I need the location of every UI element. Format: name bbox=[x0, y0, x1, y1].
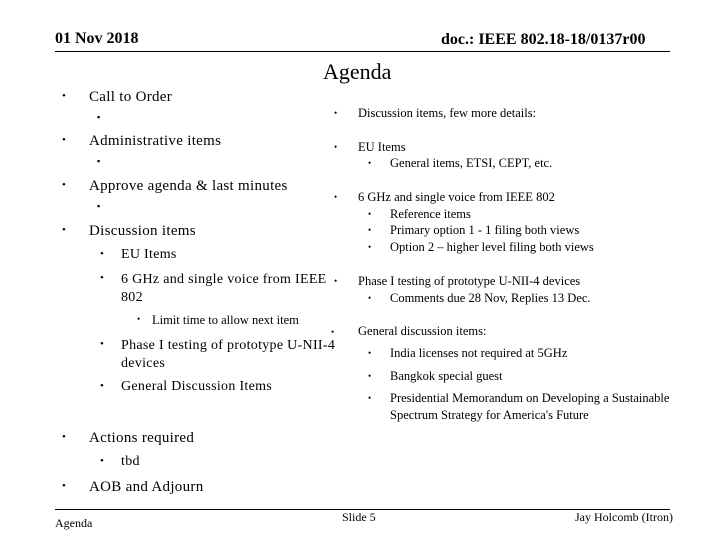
bullet-icon: • bbox=[334, 142, 338, 152]
right-general-india: India licenses not required at 5GHz bbox=[390, 346, 568, 360]
bullet-icon: • bbox=[331, 327, 335, 337]
bullet-icon: • bbox=[368, 371, 372, 381]
agenda-discussion: Discussion items bbox=[89, 223, 196, 239]
bullet-icon: • bbox=[368, 393, 372, 403]
bullet-icon: • bbox=[334, 192, 338, 202]
bullet-icon: • bbox=[100, 455, 104, 467]
bullet-icon: • bbox=[100, 248, 104, 260]
right-eu-items: EU Items bbox=[358, 140, 406, 154]
right-general: General discussion items: bbox=[358, 324, 487, 338]
bullet-icon: • bbox=[334, 108, 338, 118]
footer-slide-number: Slide 5 bbox=[342, 510, 376, 524]
bullet-icon: • bbox=[62, 179, 66, 191]
agenda-call-to-order: Call to Order bbox=[89, 89, 173, 105]
footer-author: Jay Holcomb (Itron) bbox=[575, 510, 673, 524]
bullet-icon: • bbox=[100, 272, 104, 284]
bullet-icon: • bbox=[62, 480, 66, 492]
agenda-approve: Approve agenda & last minutes bbox=[89, 178, 288, 194]
bullet-icon: • bbox=[368, 225, 372, 235]
bullet-icon: • bbox=[62, 224, 66, 236]
bullet-icon: • bbox=[100, 338, 104, 350]
bullet-icon: • bbox=[62, 134, 66, 146]
bullet-icon: • bbox=[368, 242, 372, 252]
right-discussion-heading: Discussion items, few more details: bbox=[358, 106, 537, 120]
right-6ghz-option1: Primary option 1 - 1 filing both views bbox=[390, 223, 580, 237]
agenda-administrative: Administrative items bbox=[89, 133, 222, 149]
agenda-discussion-phase1: Phase I testing of prototype U-NII-4 devices bbox=[121, 338, 336, 371]
footer-left: Agenda bbox=[55, 516, 93, 530]
page-title: Agenda bbox=[323, 59, 392, 84]
bullet-icon: ▪ bbox=[97, 112, 101, 122]
bullet-icon: ▪ bbox=[97, 201, 101, 211]
bullet-icon: • bbox=[368, 158, 372, 168]
bullet-icon: • bbox=[368, 293, 372, 303]
header-date: 01 Nov 2018 bbox=[55, 30, 139, 47]
agenda-actions: Actions required bbox=[89, 430, 195, 446]
header-rule bbox=[55, 51, 670, 52]
right-6ghz-reference: Reference items bbox=[390, 207, 471, 221]
bullet-icon: • bbox=[334, 276, 338, 286]
agenda-discussion-general: General Discussion Items bbox=[121, 379, 273, 394]
agenda-discussion-limit: Limit time to allow next item bbox=[152, 313, 299, 327]
agenda-aob: AOB and Adjourn bbox=[89, 479, 204, 495]
right-general-memo: Presidential Memorandum on Developing a Sustainable Spectrum Strategy for America's Future bbox=[390, 391, 670, 422]
right-eu-general: General items, ETSI, CEPT, etc. bbox=[390, 156, 553, 170]
bullet-icon: • bbox=[368, 348, 372, 358]
agenda-discussion-eu: EU Items bbox=[121, 247, 177, 262]
right-phase1-comments: Comments due 28 Nov, Replies 13 Dec. bbox=[390, 291, 591, 305]
right-phase1: Phase I testing of prototype U-NII-4 devices bbox=[358, 274, 581, 288]
bullet-icon: ▪ bbox=[97, 156, 101, 166]
bullet-icon: • bbox=[62, 90, 66, 102]
right-general-bangkok: Bangkok special guest bbox=[390, 369, 503, 383]
bullet-icon: • bbox=[137, 314, 141, 324]
right-6ghz: 6 GHz and single voice from IEEE 802 bbox=[358, 190, 555, 204]
bullet-icon: • bbox=[100, 380, 104, 392]
agenda-discussion-6ghz: 6 GHz and single voice from IEEE 802 bbox=[121, 272, 327, 305]
agenda-actions-tbd: tbd bbox=[121, 454, 140, 469]
header-doc-id: doc.: IEEE 802.18-18/0137r00 bbox=[441, 31, 646, 48]
bullet-icon: • bbox=[62, 431, 66, 443]
bullet-icon: • bbox=[368, 209, 372, 219]
right-6ghz-option2: Option 2 – higher level filing both views bbox=[390, 240, 594, 254]
